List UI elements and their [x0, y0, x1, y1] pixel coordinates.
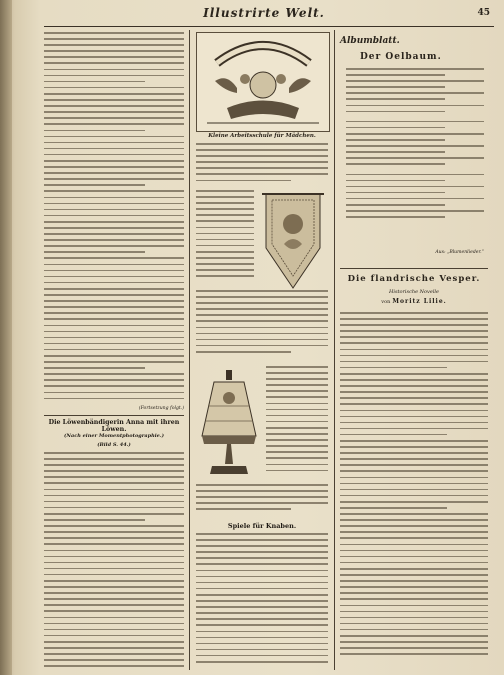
story-heading: Die Löwenbändigerin Anna mit ihren Löwen. — [48, 419, 180, 433]
story-title: Die flandrische Vesper. — [347, 274, 481, 284]
section-divider — [44, 415, 184, 416]
middle-column-text-2 — [196, 190, 254, 286]
story-subheading: (Nach einer Momentphotographie.) — [64, 433, 164, 439]
story-note: (Bild S. 44.) — [97, 442, 131, 448]
story-subtitle: Historische Novelle — [389, 289, 439, 295]
page-number: 45 — [477, 8, 490, 18]
album-heading: Albumblatt. — [340, 36, 400, 46]
middle-column-text-4 — [266, 366, 328, 480]
column-rule — [334, 30, 335, 670]
story-author-prefix: von — [381, 299, 391, 305]
poem-title: Der Oelbaum. — [360, 52, 442, 62]
continued-note: (Fortsetzung folgt.) — [138, 406, 184, 411]
section-heading-games: Spiele für Knaben. — [227, 522, 297, 530]
middle-column-text-5 — [196, 484, 328, 518]
left-column-text-top — [44, 32, 184, 406]
lampshade-image — [196, 366, 262, 480]
middle-column-text-3 — [196, 290, 328, 360]
engraving-illustration-3 — [196, 366, 262, 480]
illustration-1-caption: Kleine Arbeitsschule für Mädchen. — [208, 133, 316, 139]
engraving-illustration-2 — [258, 188, 328, 294]
section-divider — [340, 268, 488, 269]
page-title: Illustrirte Welt. — [203, 6, 325, 20]
middle-column-text-1 — [196, 143, 328, 187]
column-rule — [189, 30, 190, 670]
page-header — [44, 6, 494, 27]
left-column-text-bottom — [44, 452, 184, 670]
right-column-text — [340, 312, 488, 670]
story-heading-left — [44, 419, 184, 448]
book-spine — [0, 0, 12, 675]
engraving-illustration-1 — [196, 32, 330, 132]
engraving-1-image — [197, 33, 329, 131]
poem-signature: Aus: „Blumenlieder.“ — [435, 250, 484, 255]
story-author-name: Moritz Lilie. — [392, 298, 447, 305]
embroidery-pennant-image — [258, 188, 328, 294]
story-author — [340, 298, 488, 305]
poem-stanzas — [346, 68, 484, 244]
middle-column-text-6 — [196, 533, 328, 670]
